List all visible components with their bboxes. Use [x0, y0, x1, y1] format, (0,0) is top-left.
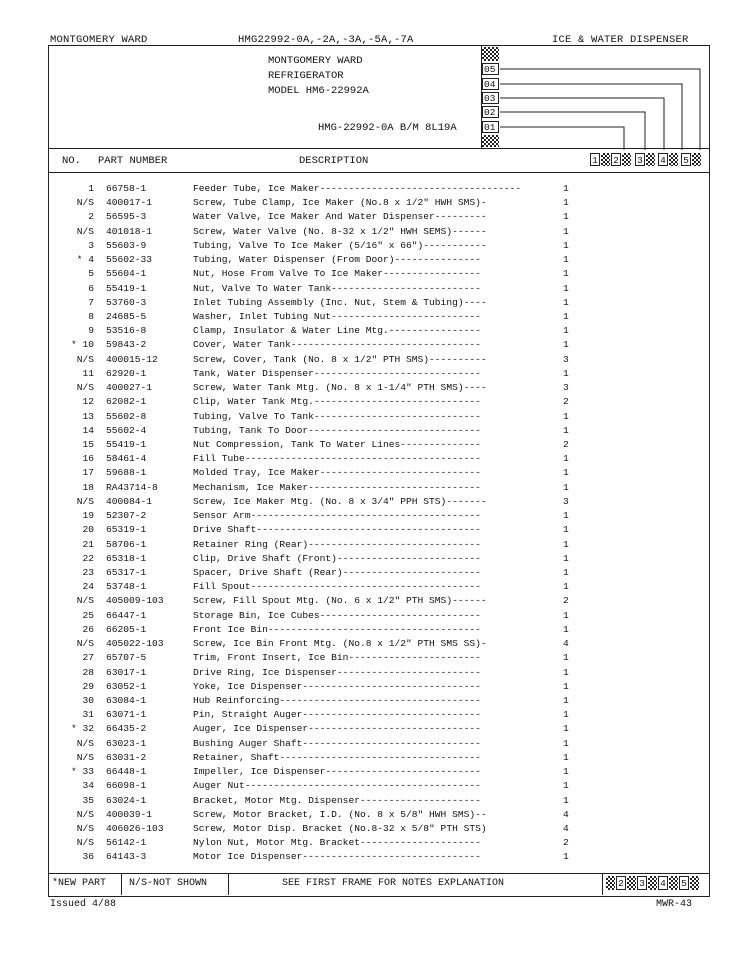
part-quantity: 1: [563, 652, 569, 664]
part-number: 59843-2: [106, 339, 147, 351]
part-number: 405022-103: [106, 638, 164, 649]
part-number: 24685-5: [106, 311, 147, 322]
part-item-number: 5: [88, 268, 94, 280]
part-quantity: 4: [563, 822, 569, 834]
part-item-number: 22: [82, 552, 94, 564]
leader-03: [500, 98, 664, 150]
part-quantity: 2: [563, 396, 569, 408]
part-description: Clip, Water Tank Mtg.-----------------------------: [193, 396, 481, 408]
revision-05: 05: [482, 63, 499, 75]
part-item-number: 17: [82, 467, 94, 479]
footer-cell-divider-1: [121, 873, 122, 895]
part-quantity: 1: [563, 737, 569, 749]
part-description: Screw, Ice Bin Front Mtg. (No.8 x 1/2" PTH SMS SS)-: [193, 638, 487, 649]
part-number: 59688-1: [106, 467, 147, 479]
part-quantity: 1: [563, 282, 569, 294]
part-number: 400017-1: [106, 197, 153, 209]
table-row: [0, 425, 750, 437]
part-quantity: 1: [563, 183, 569, 194]
part-number: 400027-1: [106, 382, 153, 394]
table-row: [0, 695, 750, 707]
frame-box-2: 2: [616, 876, 626, 890]
part-quantity: 2: [563, 595, 569, 607]
part-item-number: * 33: [70, 766, 94, 777]
part-quantity: 4: [563, 638, 569, 649]
part-quantity: 1: [563, 794, 569, 806]
table-row: [0, 211, 750, 223]
part-number: 66098-1: [106, 780, 147, 792]
part-number: 63024-1: [106, 794, 147, 806]
part-number: 65317-1: [106, 566, 147, 578]
table-row: [0, 439, 750, 451]
header-left: MONTGOMERY WARD: [50, 34, 148, 46]
table-row: [0, 339, 750, 351]
part-description: Retainer, Shaft-----------------------------------: [193, 751, 481, 763]
revision-01: 01: [482, 121, 499, 133]
part-item-number: N/S: [76, 751, 94, 763]
part-description: Screw, Fill Spout Mtg. (No. 6 x 1/2" PTH SMS)------: [193, 595, 487, 607]
part-item-number: N/S: [76, 595, 94, 607]
part-description: Tank, Water Dispenser-----------------------------: [193, 367, 481, 379]
part-description: Tubing, Tank To Door------------------------------: [193, 424, 481, 436]
table-row: [0, 567, 750, 579]
part-quantity: 1: [563, 453, 569, 465]
part-description: Washer, Inlet Tubing Nut--------------------------: [193, 311, 481, 322]
revision-03: 03: [482, 92, 499, 104]
revision-04: 04: [482, 78, 499, 90]
table-row: [0, 268, 750, 280]
part-item-number: N/S: [76, 837, 94, 849]
table-row: [0, 368, 750, 380]
part-description: Clip, Drive Shaft (Front)-------------------------: [193, 552, 481, 564]
part-description: Water Valve, Ice Maker And Water Dispenser---------: [193, 211, 487, 223]
part-item-number: 26: [82, 623, 94, 635]
part-number: 62082-1: [106, 396, 147, 408]
frame-box-filled: [646, 153, 655, 166]
part-item-number: N/S: [76, 197, 94, 209]
part-quantity: 1: [563, 524, 569, 536]
model-brand: MONTGOMERY WARD: [268, 55, 363, 67]
table-row: [0, 709, 750, 721]
frame-box-filled: [690, 876, 699, 890]
part-number: 66205-1: [106, 623, 147, 635]
issued-date: Issued 4/88: [50, 899, 117, 910]
part-description: Screw, Cover, Tank (No. 8 x 1/2" PTH SMS)----------: [193, 353, 487, 365]
part-description: Screw, Motor Bracket, I.D. (No. 8 x 5/8" HWH SMS)--: [193, 808, 487, 820]
table-row: [0, 752, 750, 764]
part-quantity: 1: [563, 709, 569, 721]
part-quantity: 1: [563, 766, 569, 777]
part-item-number: 7: [88, 296, 94, 308]
part-quantity: 1: [563, 254, 569, 266]
part-number: 65319-1: [106, 524, 147, 536]
part-number: 63052-1: [106, 680, 147, 692]
part-quantity: 1: [563, 510, 569, 522]
part-description: Clamp, Insulator & Water Line Mtg.----------------: [193, 325, 481, 337]
part-number: 400039-1: [106, 808, 153, 820]
part-description: Tubing, Water Dispenser (From Door)---------------: [193, 254, 481, 266]
part-description: Yoke, Ice Dispenser-------------------------------: [193, 680, 481, 692]
part-description: Nut, Valve To Water Tank--------------------------: [193, 282, 481, 294]
bom-number: HMG-22992-0A B/M 8L19A: [318, 122, 457, 134]
part-item-number: 30: [82, 694, 94, 706]
frame-box-3: 3: [635, 153, 645, 166]
part-number: 64143-3: [106, 851, 147, 863]
part-item-number: N/S: [76, 737, 94, 749]
part-item-number: 35: [82, 794, 94, 806]
table-row: [0, 254, 750, 266]
part-item-number: 3: [88, 239, 94, 251]
part-number: 62920-1: [106, 367, 147, 379]
frame-box-2: 2: [611, 153, 621, 166]
table-row: [0, 183, 750, 195]
part-description: Tubing, Valve To Tank-----------------------------: [193, 410, 481, 422]
part-item-number: 2: [88, 211, 94, 223]
part-description: Screw, Water Valve (No. 8-32 x 1/2" HWH SEMS)------: [193, 225, 487, 237]
table-row: [0, 652, 750, 664]
frame-box-filled: [601, 153, 610, 166]
part-number: 55602-8: [106, 410, 147, 422]
part-number: 56595-3: [106, 211, 147, 223]
revision-leader-lines: [0, 0, 750, 175]
table-row: [0, 553, 750, 565]
table-row: [0, 325, 750, 337]
part-quantity: 1: [563, 552, 569, 564]
part-number: 405009-103: [106, 595, 164, 607]
part-item-number: 28: [82, 666, 94, 678]
part-item-number: N/S: [76, 495, 94, 507]
table-row: [0, 610, 750, 622]
part-quantity: 1: [563, 538, 569, 550]
model-number: MODEL HM6-22992A: [268, 85, 369, 97]
table-row: [0, 354, 750, 366]
part-number: 58461-4: [106, 453, 147, 465]
part-quantity: 1: [563, 851, 569, 863]
column-heading-description: DESCRIPTION: [299, 155, 369, 167]
part-item-number: N/S: [76, 638, 94, 649]
part-item-number: N/S: [76, 382, 94, 394]
header-section: ICE & WATER DISPENSER: [552, 34, 689, 46]
part-quantity: 3: [563, 353, 569, 365]
part-number: 406026-103: [106, 822, 164, 834]
table-row: [0, 467, 750, 479]
table-row: [0, 226, 750, 238]
part-item-number: N/S: [76, 808, 94, 820]
part-description: Nut, Hose From Valve To Ice Maker-----------------: [193, 268, 481, 280]
frame-box-filled: [648, 876, 657, 890]
part-item-number: 34: [82, 780, 94, 792]
table-row: [0, 453, 750, 465]
table-row: [0, 581, 750, 593]
part-description: Auger Nut-----------------------------------------: [193, 780, 481, 792]
table-row: [0, 482, 750, 494]
part-number: 52307-2: [106, 510, 147, 522]
column-heading-part-number: PART NUMBER: [98, 155, 168, 167]
part-quantity: 1: [563, 367, 569, 379]
part-item-number: 1: [88, 183, 94, 194]
part-quantity: 1: [563, 566, 569, 578]
part-item-number: 29: [82, 680, 94, 692]
table-row: [0, 723, 750, 735]
leader-02: [500, 112, 645, 150]
part-description: Drive Ring, Ice Dispenser-------------------------: [193, 666, 481, 678]
notes-reference: SEE FIRST FRAME FOR NOTES EXPLANATION: [282, 878, 505, 889]
part-item-number: 18: [82, 481, 94, 493]
part-item-number: 20: [82, 524, 94, 536]
frame-box-5: 5: [679, 876, 689, 890]
part-quantity: 1: [563, 424, 569, 436]
part-item-number: 19: [82, 510, 94, 522]
part-item-number: 31: [82, 709, 94, 721]
revision-02: 02: [482, 106, 499, 118]
part-number: 55602-33: [106, 254, 153, 266]
part-quantity: 3: [563, 495, 569, 507]
frame-box-4: 4: [658, 876, 668, 890]
frame-box-filled: [627, 876, 636, 890]
part-number: 53748-1: [106, 581, 147, 593]
part-description: Front Ice Bin-------------------------------------: [193, 623, 481, 635]
part-number: 401018-1: [106, 225, 153, 237]
part-item-number: 36: [82, 851, 94, 863]
part-description: Nut Compression, Tank To Water Lines--------------: [193, 439, 481, 450]
part-number: RA43714-8: [106, 481, 158, 493]
part-description: Screw, Water Tank Mtg. (No. 8 x 1-1/4" PTH SMS)----: [193, 382, 487, 394]
part-description: Fill Tube-----------------------------------------: [193, 453, 481, 465]
table-row: [0, 780, 750, 792]
leader-05: [500, 69, 700, 150]
table-row: [0, 667, 750, 679]
part-description: Mechanism, Ice Maker------------------------------: [193, 481, 481, 493]
table-row: [0, 524, 750, 536]
part-item-number: 6: [88, 282, 94, 294]
part-quantity: 3: [563, 382, 569, 394]
part-description: Sensor Arm----------------------------------------: [193, 510, 481, 522]
part-number: 63071-1: [106, 709, 147, 721]
table-row: [0, 624, 750, 636]
frame-box-filled: [622, 153, 631, 166]
part-item-number: 8: [88, 311, 94, 322]
part-item-number: 14: [82, 424, 94, 436]
part-number: 55604-1: [106, 268, 147, 280]
table-row: [0, 851, 750, 863]
part-quantity: 1: [563, 623, 569, 635]
part-description: Fill Spout----------------------------------------: [193, 581, 481, 593]
table-row: [0, 382, 750, 394]
table-row: [0, 837, 750, 849]
part-item-number: 11: [82, 367, 94, 379]
part-description: Hub Reinforcing-----------------------------------: [193, 694, 481, 706]
part-item-number: 23: [82, 566, 94, 578]
part-description: Feeder Tube, Ice Maker-----------------------------------: [193, 183, 522, 194]
part-item-number: 16: [82, 453, 94, 465]
frame-box-filled: [692, 153, 701, 166]
frame-box-filled: [669, 153, 678, 166]
table-row: [0, 197, 750, 209]
frame-box-filled: [669, 876, 678, 890]
part-item-number: 9: [88, 325, 94, 337]
frame-box-1: 1: [590, 153, 600, 166]
part-description: Molded Tray, Ice Maker----------------------------: [193, 467, 481, 479]
part-item-number: N/S: [76, 822, 94, 834]
table-row: [0, 496, 750, 508]
part-quantity: 1: [563, 680, 569, 692]
part-description: Motor Ice Dispenser-------------------------------: [193, 851, 481, 863]
table-row: [0, 411, 750, 423]
leader-04: [500, 84, 682, 150]
part-description: Inlet Tubing Assembly (Inc. Nut, Stem & Tubing)----: [193, 296, 487, 308]
part-item-number: * 10: [70, 339, 94, 351]
part-number: 55602-4: [106, 424, 147, 436]
part-description: Tubing, Valve To Ice Maker (5/16" x 66")-----------: [193, 239, 487, 251]
part-description: Retainer Ring (Rear)------------------------------: [193, 538, 481, 550]
part-item-number: 25: [82, 609, 94, 621]
part-quantity: 1: [563, 225, 569, 237]
table-row: [0, 766, 750, 778]
part-description: Pin, Straight Auger-------------------------------: [193, 709, 481, 721]
part-quantity: 1: [563, 751, 569, 763]
part-description: Drive Shaft---------------------------------------: [193, 524, 481, 536]
header-model-range: HMG22992-0A,-2A,-3A,-5A,-7A: [238, 34, 414, 46]
part-quantity: 1: [563, 780, 569, 792]
part-description: Spacer, Drive Shaft (Rear)------------------------: [193, 566, 481, 578]
part-number: 400084-1: [106, 495, 153, 507]
legend-new-part: *NEW PART: [52, 878, 107, 889]
table-row: [0, 396, 750, 408]
part-description: Bracket, Motor Mtg. Dispenser---------------------: [193, 794, 481, 806]
table-row: [0, 809, 750, 821]
footer-divider: [48, 873, 710, 874]
part-quantity: 1: [563, 211, 569, 223]
part-number: 66435-2: [106, 723, 147, 735]
footer-cell-divider-2: [228, 873, 229, 895]
part-item-number: 12: [82, 396, 94, 408]
part-item-number: 15: [82, 439, 94, 450]
part-quantity: 1: [563, 694, 569, 706]
table-row: [0, 311, 750, 323]
part-description: Auger, Ice Dispenser------------------------------: [193, 723, 481, 735]
table-row: [0, 638, 750, 650]
part-number: 63023-1: [106, 737, 147, 749]
part-quantity: 1: [563, 666, 569, 678]
part-number: 58706-1: [106, 538, 147, 550]
legend-not-shown: N/S-NOT SHOWN: [129, 878, 208, 889]
part-number: 55419-1: [106, 282, 147, 294]
part-quantity: 2: [563, 439, 569, 450]
part-description: Screw, Tube Clamp, Ice Maker (No.8 x 1/2" HWH SMS)-: [193, 197, 487, 209]
table-row: [0, 283, 750, 295]
part-description: Screw, Ice Maker Mtg. (No. 8 x 3/4" PPH STS)-------: [193, 495, 487, 507]
part-item-number: 13: [82, 410, 94, 422]
part-number: 65707-5: [106, 652, 147, 664]
part-number: 65318-1: [106, 552, 147, 564]
table-row: [0, 297, 750, 309]
part-number: 66758-1: [106, 183, 147, 194]
part-quantity: 1: [563, 339, 569, 351]
part-quantity: 2: [563, 837, 569, 849]
part-item-number: * 32: [70, 723, 94, 735]
table-row: [0, 240, 750, 252]
part-number: 56142-1: [106, 837, 147, 849]
part-number: 63084-1: [106, 694, 147, 706]
part-description: Trim, Front Insert, Ice Bin-----------------------: [193, 652, 481, 664]
page-code: MWR-43: [656, 899, 693, 910]
table-row: [0, 539, 750, 551]
part-quantity: 1: [563, 467, 569, 479]
part-item-number: * 4: [76, 254, 94, 266]
part-number: 66447-1: [106, 609, 147, 621]
table-row: [0, 795, 750, 807]
part-quantity: 1: [563, 325, 569, 337]
part-item-number: N/S: [76, 225, 94, 237]
part-number: 400015-12: [106, 353, 158, 365]
table-row: [0, 510, 750, 522]
part-quantity: 1: [563, 311, 569, 322]
part-quantity: 1: [563, 581, 569, 593]
footer-cell-divider-3: [602, 873, 603, 895]
part-quantity: 1: [563, 609, 569, 621]
part-number: 63017-1: [106, 666, 147, 678]
part-quantity: 1: [563, 239, 569, 251]
part-description: Impeller, Ice Dispenser---------------------------: [193, 766, 481, 777]
part-number: 53760-3: [106, 296, 147, 308]
part-quantity: 1: [563, 296, 569, 308]
table-row: [0, 823, 750, 835]
frame-box-4: 4: [658, 153, 668, 166]
part-quantity: 1: [563, 481, 569, 493]
part-quantity: 1: [563, 410, 569, 422]
part-description: Bushing Auger Shaft-------------------------------: [193, 737, 481, 749]
part-item-number: 21: [82, 538, 94, 550]
column-heading-no: NO.: [62, 155, 81, 167]
frame-box-filled: [606, 876, 615, 890]
table-row: [0, 738, 750, 750]
part-item-number: 27: [82, 652, 94, 664]
part-number: 66448-1: [106, 766, 147, 777]
frame-box-5: 5: [681, 153, 691, 166]
part-description: Storage Bin, Ice Cubes----------------------------: [193, 609, 481, 621]
part-quantity: 1: [563, 723, 569, 735]
part-item-number: N/S: [76, 353, 94, 365]
frame-box-3: 3: [637, 876, 647, 890]
part-item-number: 24: [82, 581, 94, 593]
part-quantity: 4: [563, 808, 569, 820]
model-product: REFRIGERATOR: [268, 70, 344, 82]
part-quantity: 1: [563, 197, 569, 209]
part-description: Nylon Nut, Motor Mtg. Bracket---------------------: [193, 837, 481, 849]
part-number: 55603-9: [106, 239, 147, 251]
leader-01: [500, 127, 624, 150]
table-row: [0, 681, 750, 693]
part-number: 55419-1: [106, 439, 147, 450]
part-number: 63031-2: [106, 751, 147, 763]
part-number: 53516-8: [106, 325, 147, 337]
part-description: Cover, Water Tank---------------------------------: [193, 339, 481, 351]
part-description: Screw, Motor Disp. Bracket (No.8-32 x 5/8" PTH STS): [193, 822, 487, 834]
part-quantity: 1: [563, 268, 569, 280]
table-row: [0, 595, 750, 607]
